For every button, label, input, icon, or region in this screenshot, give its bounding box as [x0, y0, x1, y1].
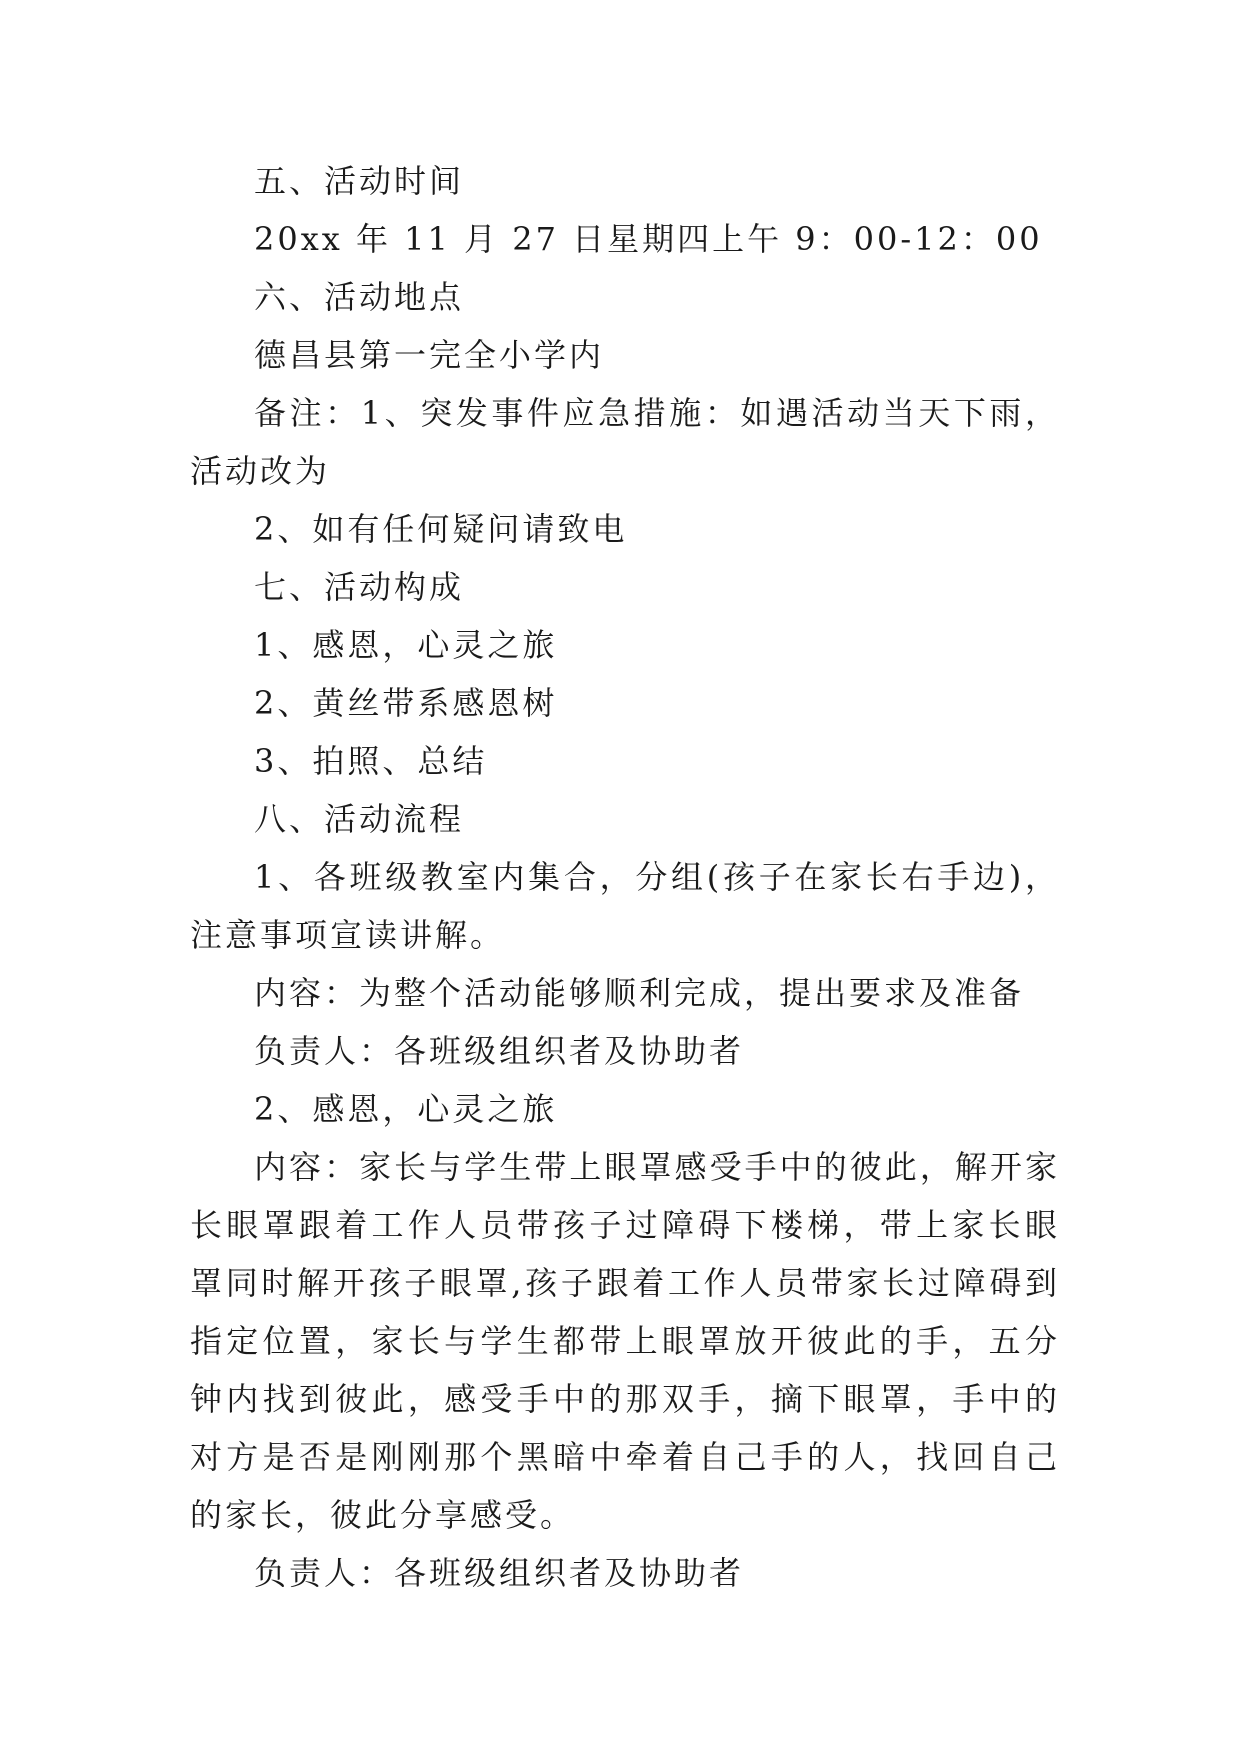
composition-item-3: 3、拍照、总结	[254, 742, 488, 780]
document-body	[190, 152, 1060, 1602]
heading-activity-process: 八、活动流程	[254, 800, 465, 838]
composition-item-2: 2、黄丝带系感恩树	[254, 684, 558, 722]
process-step-2: 2、感恩，心灵之旅	[254, 1090, 558, 1128]
process-step-1-content: 内容：为整个活动能够顺利完成，提出要求及准备	[254, 974, 1025, 1012]
activity-location-value: 德昌县第一完全小学内	[254, 336, 605, 374]
process-step-2-owner: 负责人：各班级组织者及协助者	[254, 1554, 745, 1592]
composition-item-1: 1、感恩，心灵之旅	[254, 626, 558, 664]
activity-time-value: 20xx 年 11 月 27 日星期四上午 9：00-12：00	[254, 220, 1043, 258]
note-contact: 2、如有任何疑问请致电	[254, 510, 628, 548]
process-step-2-content: 内容：家长与学生带上眼罩感受手中的彼此，解开家长眼罩跟着工作人员带孩子过障碍下楼梯，带上家长眼罩同时解开孩子眼罩,孩子跟着工作人员带家长过障碍到指定位置，家长与学生都带上眼罩放开彼此的手，五分钟内找到彼此，感受手中的那双手，摘下眼罩，手中的对方是否是刚刚那个黑暗中牵着自己手的人，找回自己的家长，彼此分享感受。	[190, 1148, 1060, 1534]
process-step-1-owner: 负责人：各班级组织者及协助者	[254, 1032, 745, 1070]
heading-activity-location: 六、活动地点	[254, 278, 465, 316]
heading-activity-composition: 七、活动构成	[254, 568, 465, 606]
note-emergency-measures: 备注：1、突发事件应急措施：如遇活动当天下雨，活动改为	[190, 394, 1060, 490]
process-step-1: 1、各班级教室内集合，分组(孩子在家长右手边)，注意事项宣读讲解。	[190, 858, 1060, 954]
heading-activity-time: 五、活动时间	[254, 162, 465, 200]
